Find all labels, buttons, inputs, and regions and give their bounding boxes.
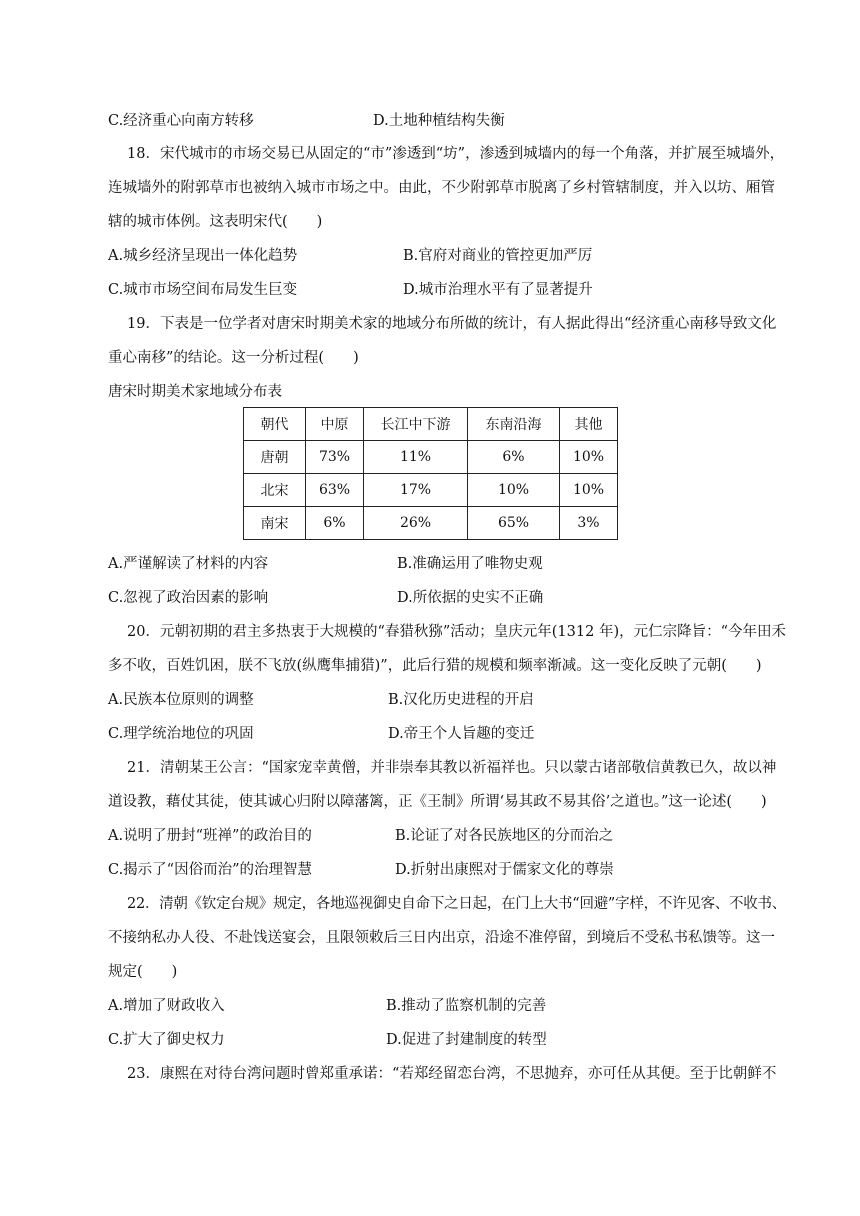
q21-option-d: D.折射出康熙对于儒家文化的尊崇: [395, 862, 614, 878]
q22-stem-line-3: 规定( ): [108, 964, 178, 980]
q22-option-a: A.增加了财政收入: [108, 998, 225, 1014]
q19-option-a: A.严谨解读了材料的内容: [108, 556, 269, 572]
table-cell: 南宋: [244, 507, 306, 540]
q18-option-b: B.官府对商业的管控更加严厉: [403, 248, 593, 264]
q18-option-c: C.城市市场空间布局发生巨变: [108, 282, 298, 298]
table-cell: 6%: [468, 441, 560, 474]
table-row: [244, 441, 618, 474]
table-cell: 10%: [560, 474, 618, 507]
q21-stem-line-1: 21．清朝某王公言：“国家宠幸黄僧，并非崇奉其教以祈福祥也。只以蒙古诸部敬信黄教已久，故以神: [127, 760, 777, 776]
q19-stem-line-2: 重心南移”的结论。这一分析过程( ): [108, 350, 359, 366]
table-cell: 17%: [364, 474, 468, 507]
q19-option-c: C.忽视了政治因素的影响: [108, 590, 269, 606]
q18-stem-line-3: 辖的城市体例。这表明宋代( ): [108, 214, 323, 230]
q22-option-c: C.扩大了御史权力: [108, 1032, 225, 1048]
q19-option-b: B.准确运用了唯物史观: [397, 556, 543, 572]
q17-option-d: D.土地种植结构失衡: [373, 113, 505, 129]
q20-option-b: B.汉化历史进程的开启: [388, 692, 534, 708]
table-cell: 唐朝: [244, 441, 306, 474]
q22-stem-line-2: 不接纳私办人役、不赴饯送宴会，且限领敕后三日内出京，沿途不准停留，到境后不受私书私馈等。这一: [108, 930, 775, 946]
table-header-cell: 中原: [306, 408, 364, 441]
q20-stem-line-2: 多不收，百姓饥困，朕不飞放(纵鹰隼捕猎)”，此后行猎的规模和频率渐减。这一变化反映了元朝( ): [108, 658, 762, 674]
table-header-cell: 东南沿海: [468, 408, 560, 441]
q17-option-c: C.经济重心向南方转移: [108, 113, 254, 129]
table-cell: 3%: [560, 507, 618, 540]
table-cell: 10%: [560, 441, 618, 474]
table-row: [244, 474, 618, 507]
table-row: [244, 507, 618, 540]
table-header-cell: 长江中下游: [364, 408, 468, 441]
table-cell: 10%: [468, 474, 560, 507]
q18-option-a: A.城乡经济呈现出一体化趋势: [108, 248, 298, 264]
q23-stem-line-1: 23．康熙在对待台湾问题时曾郑重承诺：“若郑经留恋台湾，不思抛弃，亦可任从其便。至于比朝鲜不: [127, 1066, 777, 1082]
q22-stem-line-1: 22．清朝《钦定台规》规定，各地巡视御史自命下之日起，在门上大书“回避”字样，不许见客、不收书、: [127, 896, 787, 912]
table-cell: 北宋: [244, 474, 306, 507]
q20-option-d: D.帝王个人旨趣的变迁: [388, 726, 535, 742]
q19-table-title: 唐宋时期美术家地域分布表: [108, 384, 282, 400]
q18-stem-line-1: 18．宋代城市的市场交易已从固定的“市”渗透到“坊”，渗透到城墙内的每一个角落，并扩展至城墙外，: [127, 146, 785, 162]
q20-option-c: C.理学统治地位的巩固: [108, 726, 254, 742]
q19-option-d: D.所依据的史实不正确: [397, 590, 544, 606]
table-cell: 6%: [306, 507, 364, 540]
artist-distribution-table: [243, 407, 618, 540]
q21-option-c: C.揭示了“因俗而治”的治理智慧: [108, 862, 313, 878]
q20-stem-line-1: 20．元朝初期的君主多热衷于大规模的“春猎秋猕”活动；皇庆元年(1312 年)，元仁宗降旨：“今年田禾: [127, 624, 787, 640]
q18-stem-line-2: 连城墙外的附郭草市也被纳入城市市场之中。由此，不少附郭草市脱离了乡村管辖制度，并入以坊、厢管: [108, 180, 775, 196]
q22-option-d: D.促进了封建制度的转型: [386, 1032, 547, 1048]
table-header-cell: 朝代: [244, 408, 306, 441]
q21-stem-line-2: 道设教，藉仗其徒，使其诚心归附以障藩篱，正《王制》所谓‘易其政不易其俗’之道也。”这一论述( ): [108, 794, 767, 810]
q21-option-a: A.说明了册封“班禅”的政治目的: [108, 828, 312, 844]
table-cell: 65%: [468, 507, 560, 540]
q22-option-b: B.推动了监察机制的完善: [386, 998, 547, 1014]
table-header-cell: 其他: [560, 408, 618, 441]
table-cell: 73%: [306, 441, 364, 474]
table-header-row: [244, 408, 618, 441]
table-cell: 11%: [364, 441, 468, 474]
q21-option-b: B.论证了对各民族地区的分而治之: [395, 828, 614, 844]
q18-option-d: D.城市治理水平有了显著提升: [403, 282, 593, 298]
table-cell: 26%: [364, 507, 468, 540]
table-cell: 63%: [306, 474, 364, 507]
q20-option-a: A.民族本位原则的调整: [108, 692, 254, 708]
q19-stem-line-1: 19．下表是一位学者对唐宋时期美术家的地域分布所做的统计，有人据此得出“经济重心南移导致文化: [127, 316, 777, 332]
